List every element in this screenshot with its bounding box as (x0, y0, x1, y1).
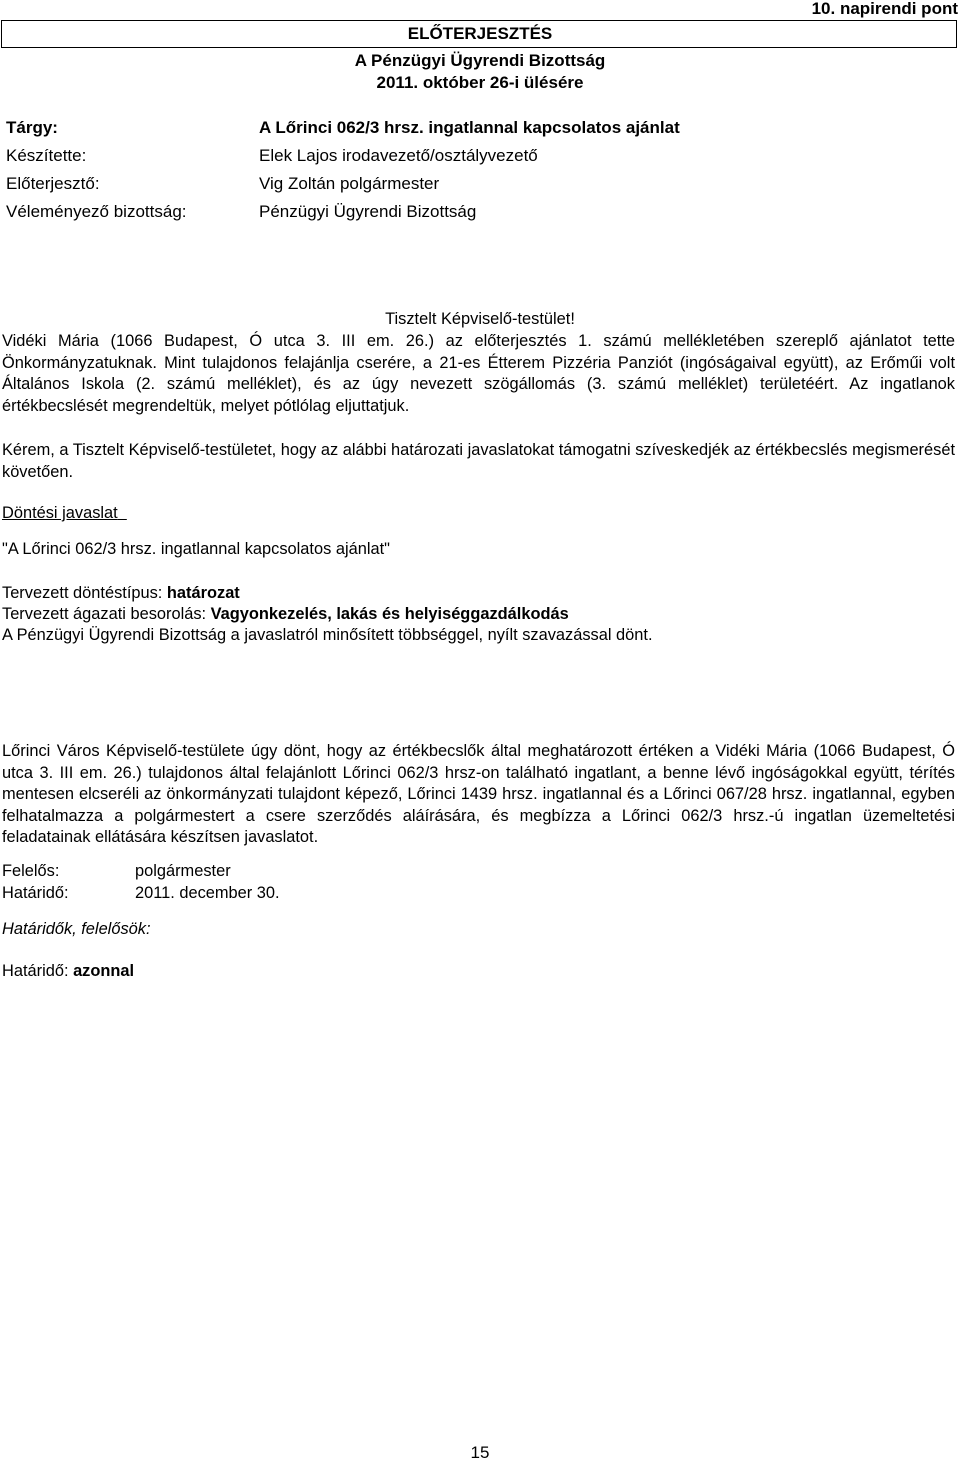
resolution-paragraph: Lőrinci Város Képviselő-testülete úgy dönt, hogy az értékbecslők által meghatározott értéken a Vidéki Mária (1066 Budapest, Ó utca 3. III em. 26.) tulajdonos által felajánlott Lőrinci 062/3 hrsz-on található ingatlant, a benne lévő ingóságokkal együtt, térítés mentesen elcseréli az önkormányzati tulajdont képező, Lőrinci 1439 hrsz. ingatlannal és a Lőrinci 067/28 hrsz. ingatlannal, egyben felhatalmazza a polgármestert a csere szerződés aláírására, és megbízza a Lőrinci 062/3 hrsz.-ú ingatlan üzemeltetési feladatainak ellátására készítsen javaslatot. (2, 742, 955, 846)
committee-name: A Pénzügyi Ügyrendi Bizottság (354, 51, 606, 70)
decision-type-label: Tervezett döntéstípus: (2, 584, 167, 602)
presenter-label: Előterjesztő: (6, 174, 100, 193)
request-paragraph: Kérem, a Tisztelt Képviselő-testületet, hogy az alábbi határozati javaslatokat támogatni szíveskedjék az értékbecslés megismerését követően. (2, 441, 955, 481)
prepared-by-value: Elek Lajos irodavezető/osztályvezető (259, 146, 538, 165)
page-number: 15 (470, 1443, 490, 1462)
sector-label: Tervezett ágazati besorolás: (2, 605, 211, 623)
document-type: ELŐTERJESZTÉS (407, 24, 553, 43)
meeting-date: 2011. október 26-i ülésére (376, 73, 584, 92)
intro-paragraph: Vidéki Mária (1066 Budapest, Ó utca 3. III em. 26.) az előterjesztés 1. számú mellékletében szereplő ajánlatot tette Önkormányzatuknak. Mint tulajdonos felajánlja cserére, a 21-es Étterem Pizzéria Panziót (ingóságaival együtt), az Erőműi volt Általános Iskola (2. számú melléklet), és az úgy nevezett szögállomás (3. számú melléklet) területéért. Az ingatlanok értékbecslését megrendeltük, melyet pótlólag eljuttatjuk. (2, 332, 955, 415)
agenda-item: 10. napirendi pont (811, 0, 958, 18)
proposal-heading: Döntési javaslat (2, 504, 118, 522)
deadline2-label: Határidő: (2, 962, 74, 980)
decision-type-value: határozat (166, 584, 240, 602)
deadline-label: Határidő: (2, 884, 69, 902)
reviewer-value: Pénzügyi Ügyrendi Bizottság (259, 202, 477, 221)
subject-value: A Lőrinci 062/3 hrsz. ingatlannal kapcsolatos ajánlat (259, 118, 680, 137)
sector-value: Vagyonkezelés, lakás és helyiséggazdálkodás (210, 605, 569, 623)
sector-classification (2, 604, 569, 626)
proposal-title: "A Lőrinci 062/3 hrsz. ingatlannal kapcsolatos ajánlat" (2, 540, 390, 558)
prepared-by-label: Készítette: (6, 146, 87, 165)
subject-label: Tárgy: (6, 118, 58, 137)
salutation: Tisztelt Képviselő-testület! (385, 310, 575, 328)
decision-type (2, 583, 240, 605)
responsible-label: Felelős: (2, 862, 60, 880)
vote-note: A Pénzügyi Ügyrendi Bizottság a javaslatról minősített többséggel, nyílt szavazással dönt. (2, 626, 653, 644)
deadlines-heading: Határidők, felelősök: (2, 920, 151, 938)
deadline-immediate (2, 961, 134, 983)
reviewer-label: Véleményező bizottság: (6, 202, 187, 221)
presenter-value: Vig Zoltán polgármester (259, 174, 440, 193)
responsible-value: polgármester (135, 862, 231, 880)
deadline-value: 2011. december 30. (135, 884, 280, 902)
deadline2-value: azonnal (73, 962, 135, 980)
